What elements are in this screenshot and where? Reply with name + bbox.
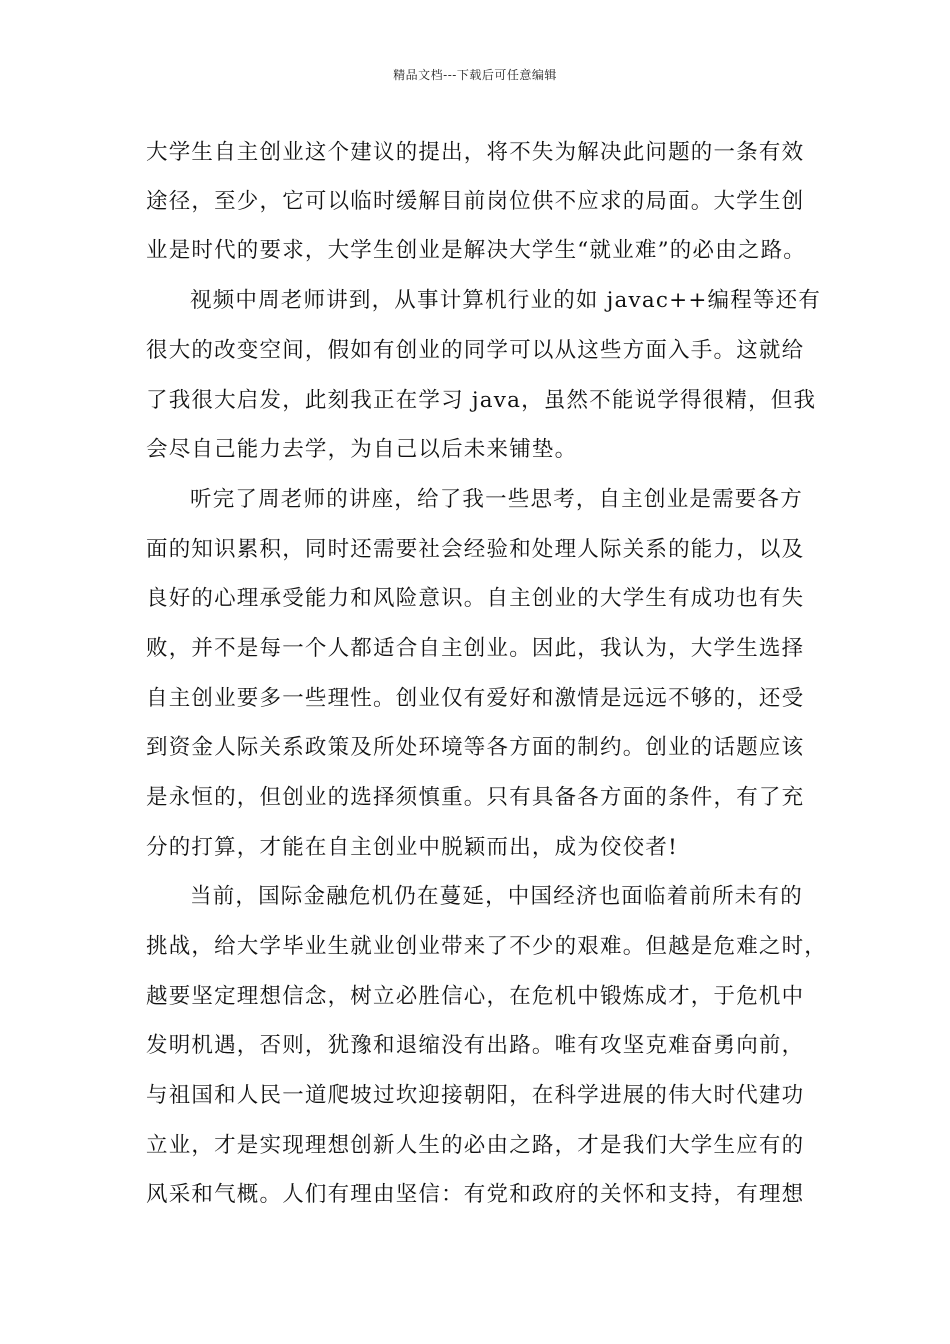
body-line: 立业，才是实现理想创新人生的必由之路，才是我们大学生应有的 bbox=[146, 1133, 805, 1158]
body-line: 到资金人际关系政策及所处环境等各方面的制约。创业的话题应该 bbox=[146, 735, 805, 760]
body-line: 了我很大启发，此刻我正在学习 java，虽然不能说学得很精，但我 bbox=[146, 388, 817, 413]
paragraph-first-line: 听完了周老师的讲座，给了我一些思考，自主创业是需要各方 bbox=[190, 487, 803, 512]
body-line: 业是时代的要求，大学生创业是解决大学生“就业难”的必由之路。 bbox=[146, 238, 806, 263]
page-header: 精品文档---下载后可任意编辑 bbox=[393, 68, 557, 82]
paragraph-first-line: 视频中周老师讲到，从事计算机行业的如 javac++编程等还有 bbox=[190, 288, 822, 313]
body-line: 大学生自主创业这个建议的提出，将不失为解决此问题的一条有效 bbox=[146, 140, 805, 165]
body-line: 很大的改变空间，假如有创业的同学可以从这些方面入手。这就给 bbox=[146, 338, 805, 363]
body-line: 会尽自己能力去学，为自己以后未来铺垫。 bbox=[146, 437, 578, 462]
body-line: 面的知识累积，同时还需要社会经验和处理人际关系的能力，以及 bbox=[146, 537, 805, 562]
body-line: 分的打算，才能在自主创业中脱颖而出，成为佼佼者! bbox=[146, 835, 678, 860]
body-line: 与祖国和人民一道爬坡过坎迎接朝阳，在科学进展的伟大时代建功 bbox=[146, 1083, 805, 1108]
body-line: 挑战，给大学毕业生就业创业带来了不少的艰难。但越是危难之时， bbox=[146, 934, 828, 959]
body-line: 自主创业要多一些理性。创业仅有爱好和激情是远远不够的，还受 bbox=[146, 686, 805, 711]
body-line: 是永恒的，但创业的选择须慎重。只有具备各方面的条件，有了充 bbox=[146, 785, 805, 810]
paragraph-first-line: 当前，国际金融危机仍在蔓延，中国经济也面临着前所未有的 bbox=[190, 884, 803, 909]
body-line: 风采和气概。人们有理由坚信：有党和政府的关怀和支持，有理想 bbox=[146, 1182, 805, 1207]
body-line: 发明机遇，否则，犹豫和退缩没有出路。唯有攻坚克难奋勇向前， bbox=[146, 1033, 805, 1058]
body-line: 良好的心理承受能力和风险意识。自主创业的大学生有成功也有失 bbox=[146, 586, 805, 611]
body-line: 败，并不是每一个人都适合自主创业。因此，我认为，大学生选择 bbox=[146, 636, 805, 661]
body-line: 越要坚定理想信念，树立必胜信心，在危机中锻炼成才，于危机中 bbox=[146, 984, 805, 1009]
body-line: 途径，至少，它可以临时缓解目前岗位供不应求的局面。大学生创 bbox=[146, 189, 805, 214]
